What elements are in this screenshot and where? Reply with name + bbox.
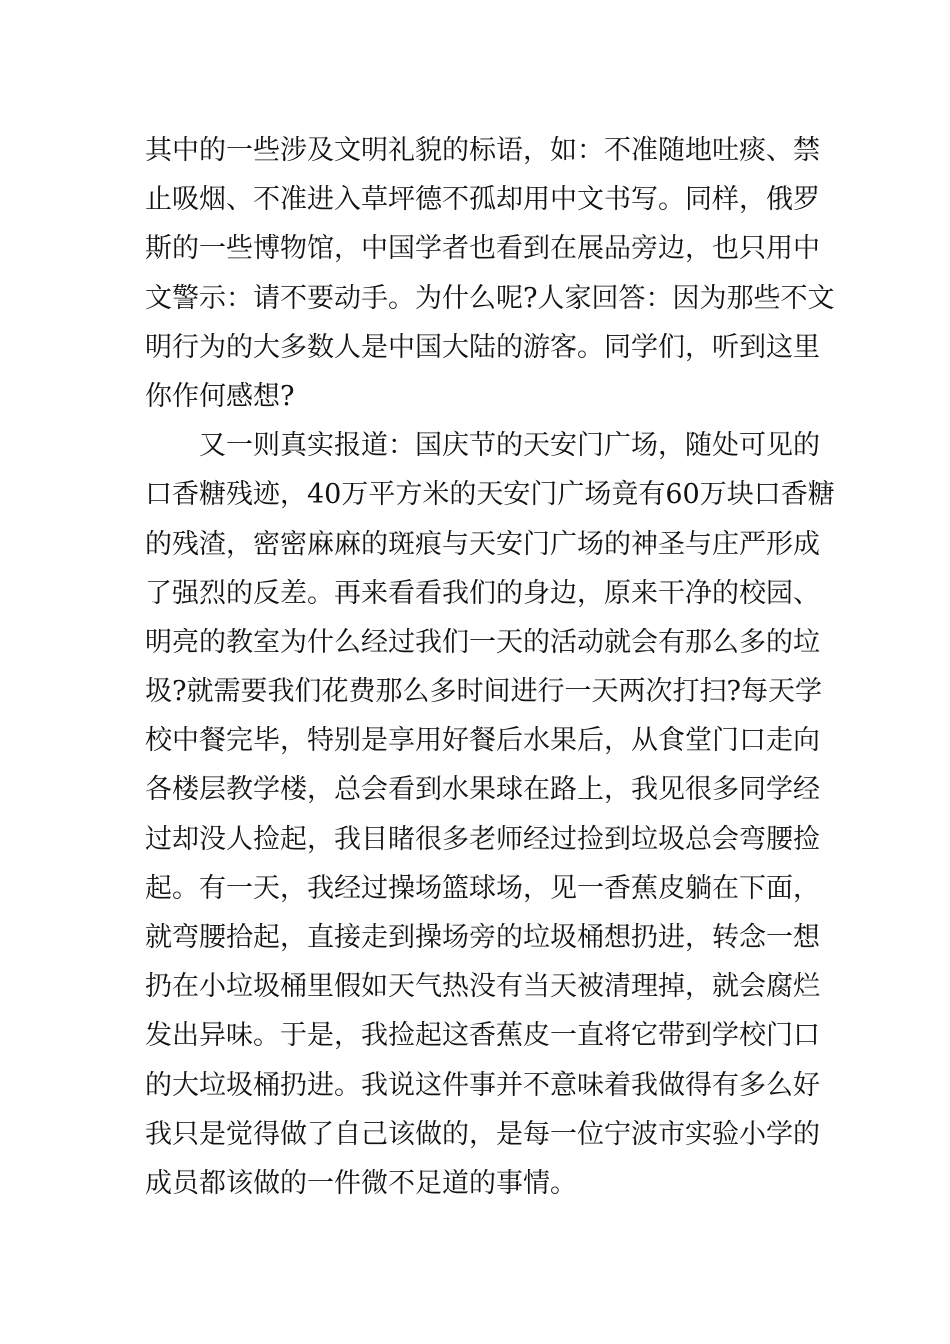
text-line: 的残渣，密密麻麻的斑痕与天安门广场的神圣与庄严形成 (145, 528, 820, 560)
text-line: 斯的一些博物馆，中国学者也看到在展品旁边，也只用中 (145, 233, 820, 265)
text-line: 我只是觉得做了自己该做的，是每一位宁波市实验小学的 (145, 1118, 820, 1150)
text-line: 又一则真实报道：国庆节的天安门广场，随处可见的 (145, 430, 820, 462)
text-line: 止吸烟、不准进入草坪德不孤却用中文书写。同样，俄罗 (145, 184, 820, 216)
paragraph-2 (145, 421, 835, 1208)
text-line: 圾?就需要我们花费那么多时间进行一天两次打扫?每天学 (145, 676, 822, 708)
text-line: 过却没人捡起，我目睹很多老师经过捡到垃圾总会弯腰捡 (145, 823, 820, 855)
text-line: 明行为的大多数人是中国大陆的游客。同学们，听到这里 (145, 331, 820, 363)
text-line: 成员都该做的一件微不足道的事情。 (145, 1167, 577, 1199)
document-body (145, 126, 835, 1208)
text-line: 起。有一天，我经过操场篮球场，见一香蕉皮躺在下面， (145, 872, 820, 904)
text-line: 你作何感想? (145, 380, 295, 412)
text-line: 文警示：请不要动手。为什么呢?人家回答：因为那些不文 (145, 282, 835, 314)
text-line: 扔在小垃圾桶里假如天气热没有当天被清理掉，就会腐烂 (145, 971, 820, 1003)
text-line: 各楼层教学楼，总会看到水果球在路上，我见很多同学经 (145, 774, 820, 806)
text-line: 了强烈的反差。再来看看我们的身边，原来干净的校园、 (145, 577, 820, 609)
text-line: 校中餐完毕，特别是享用好餐后水果后，从食堂门口走向 (145, 725, 820, 757)
text-line: 就弯腰拾起，直接走到操场旁的垃圾桶想扔进，转念一想 (145, 922, 820, 953)
text-line: 明亮的教室为什么经过我们一天的活动就会有那么多的垃 (145, 626, 820, 658)
text-line: 的大垃圾桶扔进。我说这件事并不意味着我做得有多么好 (145, 1069, 820, 1101)
text-line: 口香糖残迹，40万平方米的天安门广场竟有60万块口香糖 (145, 479, 835, 511)
paragraph-1 (145, 126, 835, 421)
text-line: 其中的一些涉及文明礼貌的标语，如：不准随地吐痰、禁 (145, 135, 820, 166)
text-line: 发出异味。于是，我捡起这香蕉皮一直将它带到学校门口 (145, 1020, 820, 1052)
